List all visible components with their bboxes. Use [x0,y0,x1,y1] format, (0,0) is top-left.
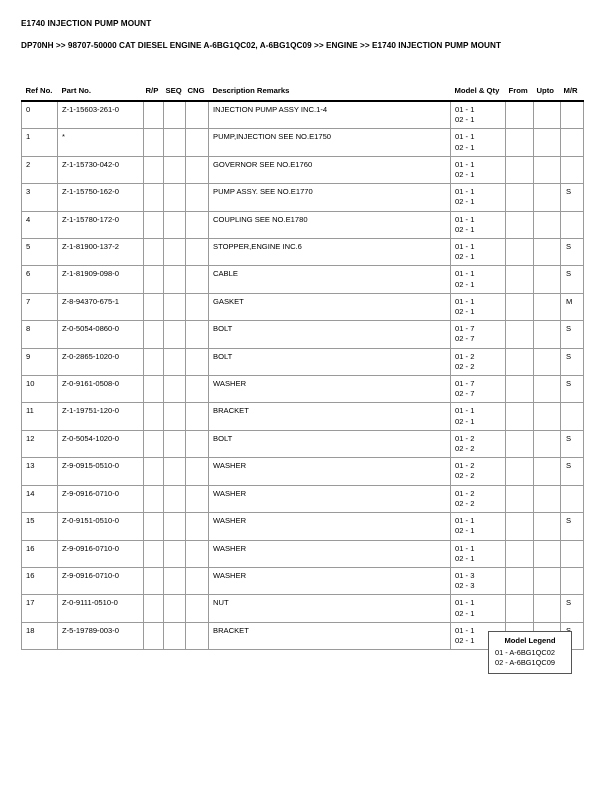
table-row [22,403,584,430]
table-row [22,513,584,540]
cell-description: WASHER [209,513,451,540]
model-qty-line: 01 - 2 [455,461,475,471]
cell-upto [534,348,561,375]
cell-part-no: Z-0-5054-1020-0 [58,430,144,457]
cell-description: GASKET [209,293,451,320]
cell-seq [164,540,186,567]
model-qty-line: 01 - 1 [455,598,475,608]
cell-from [506,266,534,293]
cell-cng [186,293,209,320]
cell-part-no: Z-9-0916-0710-0 [58,540,144,567]
cell-from [506,403,534,430]
cell-mr: S [561,513,584,540]
cell-upto [534,513,561,540]
cell-model-qty [451,513,506,540]
cell-rp [144,513,164,540]
cell-mr [561,129,584,156]
cell-model-qty [451,156,506,183]
cell-description: INJECTION PUMP ASSY INC.1-4 [209,101,451,129]
cell-model-qty [451,348,506,375]
cell-cng [186,184,209,211]
cell-rp [144,156,164,183]
cell-description: BOLT [209,430,451,457]
cell-from [506,321,534,348]
model-qty-line: 02 - 1 [455,142,475,152]
cell-part-no: Z-0-9151-0510-0 [58,513,144,540]
cell-model-qty [451,540,506,567]
table-row [22,376,584,403]
parts-table-header [22,86,584,101]
cell-cng [186,458,209,485]
cell-part-no: Z-0-5054-0860-0 [58,321,144,348]
cell-part-no: Z-8-94370-675-1 [58,293,144,320]
table-row [22,156,584,183]
column-header-model-qty: Model & Qty [454,86,500,95]
cell-part-no: Z-9-0916-0710-0 [58,567,144,594]
cell-part-no: Z-1-15730-042-0 [58,156,144,183]
cell-mr [561,403,584,430]
cell-cng [186,266,209,293]
cell-mr [561,101,584,129]
cell-from [506,540,534,567]
cell-model-qty [451,430,506,457]
cell-ref-no: 16 [22,540,58,567]
cell-seq [164,156,186,183]
cell-cng [186,321,209,348]
cell-seq [164,622,186,649]
cell-upto [534,595,561,622]
model-qty-line: 02 - 1 [455,197,475,207]
cell-upto [534,101,561,129]
table-row [22,211,584,238]
cell-part-no: Z-5-19789-003-0 [58,622,144,649]
table-row [22,485,584,512]
cell-ref-no: 1 [22,129,58,156]
table-row [22,458,584,485]
table-row [22,348,584,375]
model-qty-line: 01 - 1 [455,516,475,526]
cell-from [506,513,534,540]
cell-ref-no: 17 [22,595,58,622]
table-row [22,430,584,457]
cell-ref-no: 18 [22,622,58,649]
cell-from [506,101,534,129]
cell-mr: M [561,293,584,320]
cell-cng [186,622,209,649]
cell-model-qty [451,376,506,403]
cell-rp [144,595,164,622]
cell-ref-no: 13 [22,458,58,485]
cell-part-no: * [58,129,144,156]
cell-mr [561,211,584,238]
page-title: E1740 INJECTION PUMP MOUNT [21,19,152,28]
cell-rp [144,129,164,156]
cell-seq [164,239,186,266]
cell-mr: S [561,376,584,403]
cell-cng [186,403,209,430]
cell-seq [164,513,186,540]
cell-description: WASHER [209,540,451,567]
cell-cng [186,376,209,403]
cell-upto [534,321,561,348]
cell-from [506,485,534,512]
cell-seq [164,293,186,320]
cell-seq [164,376,186,403]
model-qty-line: 01 - 7 [455,324,475,334]
breadcrumb: DP70NH >> 98707-50000 CAT DIESEL ENGINE A-6BG1QC02, A-6BG1QC09 >> ENGINE >> E1740 INJECTION PUMP MOUNT [21,41,501,50]
model-qty-line: 02 - 7 [455,334,475,344]
column-header-rp: R/P [145,86,159,95]
cell-cng [186,129,209,156]
cell-cng [186,540,209,567]
model-qty-line: 01 - 1 [455,625,475,635]
cell-model-qty [451,211,506,238]
cell-from [506,595,534,622]
cell-cng [186,513,209,540]
cell-description: BOLT [209,321,451,348]
model-qty-line: 02 - 2 [455,444,475,454]
cell-from [506,156,534,183]
cell-model-qty [451,567,506,594]
cell-rp [144,622,164,649]
cell-description: COUPLING SEE NO.E1780 [209,211,451,238]
table-row [22,266,584,293]
cell-part-no: Z-9-0915-0510-0 [58,458,144,485]
cell-seq [164,321,186,348]
model-qty-line: 02 - 2 [455,471,475,481]
cell-upto [534,376,561,403]
model-qty-line: 01 - 2 [455,351,475,361]
model-qty-line: 01 - 1 [455,187,475,197]
cell-upto [534,211,561,238]
cell-part-no: Z-0-9111-0510-0 [58,595,144,622]
model-qty-line: 01 - 2 [455,488,475,498]
cell-upto [534,239,561,266]
cell-ref-no: 2 [22,156,58,183]
cell-part-no: Z-1-15750-162-0 [58,184,144,211]
cell-cng [186,567,209,594]
cell-upto [534,403,561,430]
cell-from [506,458,534,485]
model-legend [488,631,572,674]
cell-ref-no: 5 [22,239,58,266]
cell-rp [144,540,164,567]
model-qty-line: 02 - 7 [455,389,475,399]
cell-model-qty [451,266,506,293]
cell-from [506,567,534,594]
cell-mr: S [561,348,584,375]
model-legend-entry: 01 - A-6BG1QC02 [495,648,555,657]
cell-description: NUT [209,595,451,622]
cell-mr [561,485,584,512]
cell-rp [144,101,164,129]
column-header-description: Description Remarks [212,86,290,95]
cell-seq [164,403,186,430]
cell-seq [164,184,186,211]
model-qty-line: 01 - 1 [455,132,475,142]
cell-part-no: Z-1-81900-137-2 [58,239,144,266]
cell-upto [534,293,561,320]
model-qty-line: 02 - 2 [455,498,475,508]
cell-ref-no: 4 [22,211,58,238]
cell-model-qty [451,293,506,320]
cell-mr: S [561,184,584,211]
model-qty-line: 02 - 1 [455,115,475,125]
column-header-upto: Upto [536,86,555,95]
cell-description: GOVERNOR SEE NO.E1760 [209,156,451,183]
cell-rp [144,266,164,293]
cell-from [506,430,534,457]
cell-description: BOLT [209,348,451,375]
cell-upto [534,485,561,512]
cell-upto [534,540,561,567]
cell-model-qty [451,184,506,211]
model-qty-line: 01 - 1 [455,543,475,553]
model-qty-line: 02 - 1 [455,224,475,234]
cell-model-qty [451,239,506,266]
table-row [22,540,584,567]
model-qty-line: 01 - 2 [455,433,475,443]
cell-cng [186,211,209,238]
cell-upto [534,430,561,457]
column-header-seq: SEQ [165,86,182,95]
cell-ref-no: 11 [22,403,58,430]
cell-seq [164,101,186,129]
cell-mr: S [561,266,584,293]
cell-ref-no: 12 [22,430,58,457]
model-qty-line: 02 - 2 [455,361,475,371]
table-row [22,567,584,594]
cell-seq [164,348,186,375]
cell-upto [534,156,561,183]
cell-description: WASHER [209,567,451,594]
cell-cng [186,430,209,457]
cell-model-qty [451,129,506,156]
cell-from [506,129,534,156]
cell-model-qty [451,485,506,512]
cell-ref-no: 7 [22,293,58,320]
cell-description: PUMP,INJECTION SEE NO.E1750 [209,129,451,156]
cell-model-qty [451,321,506,348]
cell-mr [561,540,584,567]
model-qty-line: 01 - 1 [455,296,475,306]
cell-upto [534,184,561,211]
table-row [22,101,584,129]
cell-ref-no: 3 [22,184,58,211]
model-qty-line: 02 - 3 [455,581,475,591]
cell-upto [534,458,561,485]
model-qty-line: 02 - 1 [455,553,475,563]
cell-seq [164,211,186,238]
cell-ref-no: 10 [22,376,58,403]
model-legend-title: Model Legend [504,636,556,645]
cell-from [506,239,534,266]
cell-ref-no: 6 [22,266,58,293]
header-row [22,86,584,101]
cell-rp [144,376,164,403]
model-qty-line: 02 - 1 [455,635,475,645]
cell-seq [164,129,186,156]
cell-ref-no: 15 [22,513,58,540]
model-qty-line: 02 - 1 [455,170,475,180]
model-qty-line: 01 - 7 [455,379,475,389]
cell-upto [534,266,561,293]
cell-description: BRACKET [209,403,451,430]
cell-model-qty [451,101,506,129]
cell-description: WASHER [209,458,451,485]
model-legend-entry: 02 - A-6BG1QC09 [495,658,555,667]
cell-rp [144,403,164,430]
cell-model-qty [451,403,506,430]
cell-from [506,184,534,211]
model-qty-line: 01 - 1 [455,105,475,114]
cell-part-no: Z-0-2865-1020-0 [58,348,144,375]
cell-ref-no: 9 [22,348,58,375]
model-qty-line: 02 - 1 [455,279,475,289]
model-qty-line: 02 - 1 [455,416,475,426]
cell-part-no: Z-9-0916-0710-0 [58,485,144,512]
cell-mr: S [561,595,584,622]
cell-from [506,348,534,375]
cell-seq [164,266,186,293]
column-header-from: From [508,86,528,95]
cell-description: BRACKET [209,622,451,649]
cell-description: PUMP ASSY. SEE NO.E1770 [209,184,451,211]
cell-rp [144,293,164,320]
model-qty-line: 02 - 1 [455,307,475,317]
cell-rp [144,211,164,238]
cell-model-qty [451,458,506,485]
cell-mr [561,156,584,183]
cell-rp [144,430,164,457]
cell-mr: S [561,458,584,485]
cell-rp [144,458,164,485]
table-row [22,321,584,348]
cell-cng [186,485,209,512]
model-qty-line: 01 - 1 [455,242,475,252]
table-row [22,239,584,266]
model-qty-line: 01 - 3 [455,570,475,580]
cell-upto [534,129,561,156]
cell-rp [144,567,164,594]
cell-cng [186,239,209,266]
cell-part-no: Z-0-9161-0508-0 [58,376,144,403]
cell-rp [144,184,164,211]
table-row [22,129,584,156]
parts-table [21,86,584,650]
column-header-mr: M/R [563,86,578,95]
model-qty-line: 02 - 1 [455,252,475,262]
cell-part-no: Z-1-81909-098-0 [58,266,144,293]
cell-cng [186,101,209,129]
cell-description: STOPPER,ENGINE INC.6 [209,239,451,266]
cell-seq [164,430,186,457]
cell-cng [186,348,209,375]
cell-description: WASHER [209,485,451,512]
cell-part-no: Z-1-19751-120-0 [58,403,144,430]
cell-mr: S [561,430,584,457]
cell-cng [186,156,209,183]
column-header-ref-no: Ref No. [25,86,53,95]
cell-part-no: Z-1-15603-261-0 [58,101,144,129]
cell-mr: S [561,239,584,266]
table-row [22,595,584,622]
cell-rp [144,321,164,348]
column-header-cng: CNG [187,86,205,95]
cell-rp [144,485,164,512]
table-row [22,293,584,320]
cell-from [506,376,534,403]
cell-rp [144,348,164,375]
model-qty-line: 02 - 1 [455,608,475,618]
cell-part-no: Z-1-15780-172-0 [58,211,144,238]
cell-seq [164,458,186,485]
cell-rp [144,239,164,266]
cell-from [506,211,534,238]
cell-description: CABLE [209,266,451,293]
cell-from [506,293,534,320]
cell-ref-no: 16 [22,567,58,594]
cell-seq [164,485,186,512]
model-qty-line: 01 - 1 [455,159,475,169]
cell-seq [164,595,186,622]
model-qty-line: 01 - 1 [455,406,475,416]
model-qty-line: 02 - 1 [455,526,475,536]
cell-seq [164,567,186,594]
cell-upto [534,567,561,594]
cell-model-qty [451,595,506,622]
cell-ref-no: 8 [22,321,58,348]
parts-table-body [22,101,584,650]
cell-mr: S [561,321,584,348]
column-header-part-no: Part No. [61,86,91,95]
cell-mr [561,567,584,594]
cell-cng [186,595,209,622]
model-qty-line: 01 - 1 [455,269,475,279]
table-row [22,184,584,211]
cell-ref-no: 0 [22,101,58,129]
cell-description: WASHER [209,376,451,403]
cell-ref-no: 14 [22,485,58,512]
model-qty-line: 01 - 1 [455,214,475,224]
